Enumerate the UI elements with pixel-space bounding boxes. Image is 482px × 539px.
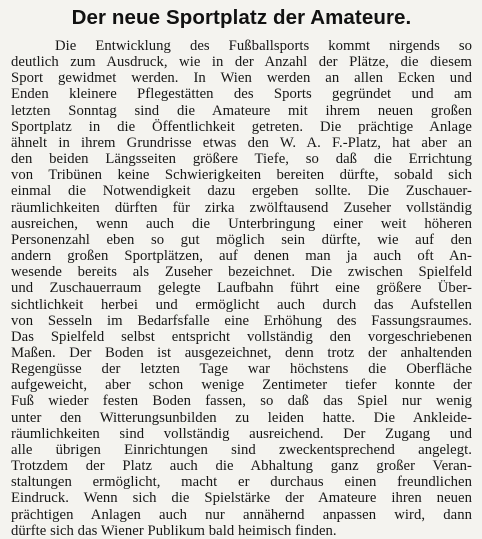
article-line: alle übrigen Einrichtungen sind zweckentsprechend angelegt. xyxy=(11,441,472,458)
article-line: dürfte sich das Wiener Publikum bald heimisch finden. xyxy=(11,522,337,539)
article-line: räumlichkeiten dürften für zirka zwölftausend Zuseher vollständig xyxy=(11,199,472,216)
article-line: aufgeweicht, aber schon wenige Zentimeter tiefer konnte der xyxy=(11,377,472,394)
article-body xyxy=(11,38,472,539)
article-line: Maßen. Der Boden ist ausgezeichnet, denn trotz der anhaltenden xyxy=(11,344,472,361)
article-line: und Zuschauerraum gelegte Laufbahn führt eine größere Über- xyxy=(11,280,472,297)
article-line: unter den Witterungsunbilden zu leiden hatte. Die Ankleide- xyxy=(11,409,472,426)
article-line: Enden kleinere Pflegestätten des Sports gegründet und am xyxy=(11,86,472,103)
article-line: von Tribünen keine Schwierigkeiten bereiten dürfte, sobald sich xyxy=(11,167,472,184)
article-line: Sportplatz in die Öffentlichkeit getreten. Die prächtige Anlage xyxy=(11,118,472,135)
article-line: sichtlichkeit herbei und ermöglicht auch durch das Aufstellen xyxy=(11,296,472,313)
article-line: wesende bereits als Zuseher bezeichnet. Die zwischen Spielfeld xyxy=(11,264,472,281)
article-headline: Der neue Sportplatz der Amateure. xyxy=(71,6,412,29)
article-line: räumlichkeiten sind vollständig ausreichend. Der Zugang und xyxy=(11,425,472,442)
article-line: staltungen ermöglicht, macht er durchaus einen freundlichen xyxy=(11,474,472,491)
article-line: Das Spielfeld selbst entspricht vollständig den vorgeschriebenen xyxy=(11,328,472,345)
article-line: deutlich zum Ausdruck, wie in der Anzahl der Plätze, die diesem xyxy=(11,54,472,71)
article-line: Personenzahl eben so gut möglich sein dürfte, wie auf den xyxy=(11,231,472,248)
article-line: Die Entwicklung des Fußballsports kommt nirgends so xyxy=(55,38,472,54)
article-line: Fuß wieder festen Boden fassen, so daß das Spiel nur wenig xyxy=(11,393,472,410)
article-line: Trotzdem der Platz auch die Abhaltung ganz großer Veran- xyxy=(11,458,472,475)
article-line: ähnelt in ihrem Grundrisse etwas den W. A. F.-Platz, hat aber an xyxy=(11,134,472,151)
article-line: andern großen Sportplätzen, auf denen man ja auch oft An- xyxy=(11,248,472,265)
article-line: den beiden Längsseiten größere Tiefe, so daß die Errichtung xyxy=(11,151,472,168)
article-line: ausreichen, wenn auch die Unterbringung einer weit höheren xyxy=(11,215,472,232)
article-line: von Sesseln im Bedarfsfalle eine Erhöhung des Fassungsraumes. xyxy=(11,312,472,329)
article-line: Eindruck. Wenn sich die Spielstärke der Amateure ihren neuen xyxy=(11,490,472,507)
article-line: prächtigen Anlagen auch nur annähernd anpassen wird, dann xyxy=(11,506,472,523)
article-line: Regengüsse der letzten Tage war höchstens die Oberfläche xyxy=(11,361,472,378)
article-line: einmal die Notwendigkeit dazu ergeben sollte. Die Zuschauer- xyxy=(11,183,472,200)
article-line: Sport gewidmet werden. In Wien werden an allen Ecken und xyxy=(11,70,472,87)
article-line: letzten Sonntag sind die Amateure mit ihrem neuen großen xyxy=(11,102,472,119)
